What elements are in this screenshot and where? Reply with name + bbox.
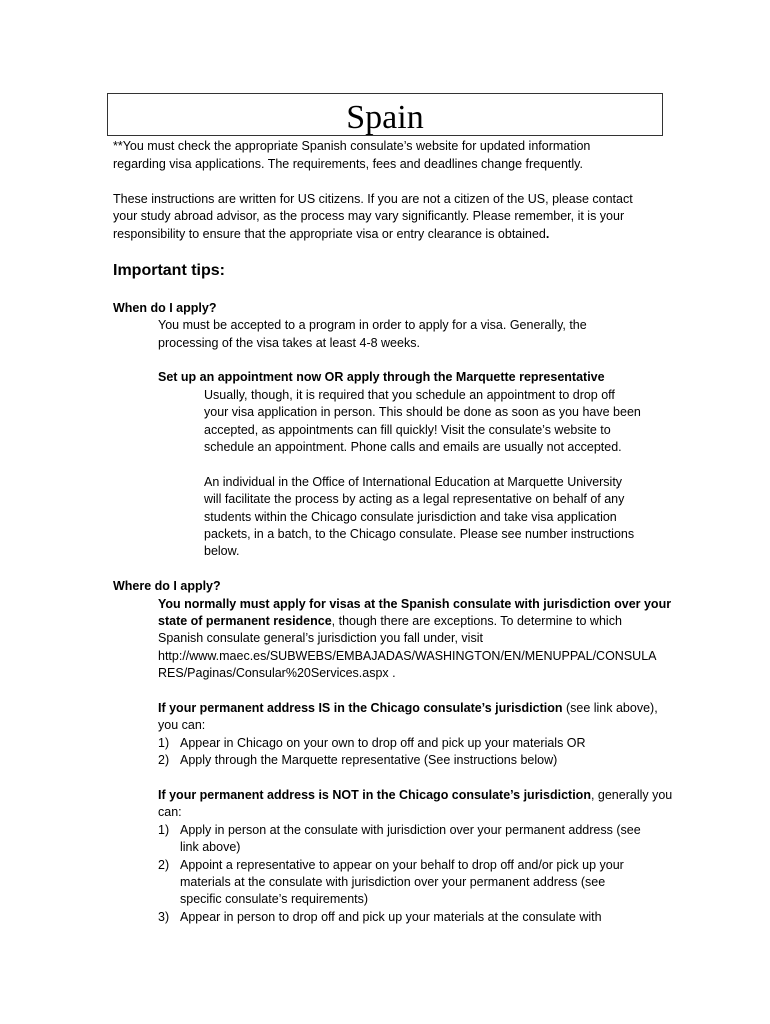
list-item bbox=[158, 909, 602, 926]
consulate-url-line-1[interactable]: http://www.maec.es/SUBWEBS/EMBAJADAS/WASHINGTON/EN/MENUPPAL/CONSULA bbox=[158, 649, 657, 663]
chicago-not-line-1 bbox=[158, 787, 672, 804]
list-item-continuation: link above) bbox=[180, 840, 241, 854]
list-number: 1) bbox=[158, 736, 170, 750]
appointment-p1-line: your visa application in person. This should be done as soon as you have been bbox=[204, 405, 641, 419]
chicago-is-line-2: you can: bbox=[158, 718, 206, 732]
list-item bbox=[158, 735, 586, 752]
list-item-text: Apply in person at the consulate with jurisdiction over your permanent address (see bbox=[180, 823, 641, 837]
when-heading: When do I apply? bbox=[113, 301, 217, 315]
list-item bbox=[158, 752, 557, 769]
list-item-continuation: specific consulate’s requirements) bbox=[180, 892, 369, 906]
list-item-text: Appoint a representative to appear on your behalf to drop off and/or pick up your bbox=[180, 858, 624, 872]
list-number: 2) bbox=[158, 753, 170, 767]
citizens-line-2: your study abroad advisor, as the process may vary significantly. Please remember, it is your bbox=[113, 209, 625, 223]
where-bold-line-1: You normally must apply for visas at the Spanish consulate with jurisdiction over your bbox=[158, 597, 672, 611]
citizens-line-3-period: . bbox=[545, 227, 550, 241]
page-title: Spain bbox=[346, 99, 424, 136]
list-number: 1) bbox=[158, 823, 170, 837]
citizens-line-3 bbox=[113, 226, 549, 243]
appointment-heading: Set up an appointment now OR apply through the Marquette representative bbox=[158, 370, 605, 384]
list-number: 3) bbox=[158, 910, 170, 924]
list-item bbox=[158, 857, 624, 874]
intro-line-1: **You must check the appropriate Spanish consulate’s website for updated information bbox=[113, 139, 591, 153]
chicago-is-bold: If your permanent address IS in the Chicago consulate’s jurisdiction bbox=[158, 701, 563, 715]
important-tips-heading: Important tips: bbox=[113, 262, 225, 279]
chicago-not-line-2: can: bbox=[158, 805, 182, 819]
chicago-not-bold: If your permanent address is NOT in the Chicago consulate’s jurisdiction bbox=[158, 788, 591, 802]
where-line-3: Spanish consulate general’s jurisdiction you fall under, visit bbox=[158, 631, 483, 645]
intro-line-2: regarding visa applications. The requirements, fees and deadlines change frequently. bbox=[113, 157, 583, 171]
when-line-2: processing of the visa takes at least 4-8 weeks. bbox=[158, 336, 420, 350]
list-item bbox=[158, 822, 641, 839]
appointment-p1-line: accepted, as appointments can fill quickly! Visit the consulate’s website to bbox=[204, 423, 611, 437]
appointment-p2-line: students within the Chicago consulate jurisdiction and take visa application bbox=[204, 510, 617, 524]
where-line-2-rest: , though there are exceptions. To determine to which bbox=[331, 614, 622, 628]
list-item-text: Apply through the Marquette representative (See instructions below) bbox=[180, 753, 558, 767]
where-line-2 bbox=[158, 613, 622, 630]
appointment-p2-line: packets, in a batch, to the Chicago consulate. Please see number instructions bbox=[204, 527, 635, 541]
where-bold-line-2: state of permanent residence bbox=[158, 614, 332, 628]
when-line-1: You must be accepted to a program in order to apply for a visa. Generally, the bbox=[158, 318, 587, 332]
list-item-text: Appear in Chicago on your own to drop off and pick up your materials OR bbox=[180, 736, 586, 750]
consulate-url-line-2[interactable]: RES/Paginas/Consular%20Services.aspx . bbox=[158, 666, 396, 680]
title-box bbox=[107, 93, 663, 136]
appointment-p2-line: An individual in the Office of International Education at Marquette University bbox=[204, 475, 623, 489]
list-item-text: Appear in person to drop off and pick up your materials at the consulate with bbox=[180, 910, 602, 924]
citizens-line-1: These instructions are written for US citizens. If you are not a citizen of the US, please contact bbox=[113, 192, 633, 206]
appointment-p2-line: will facilitate the process by acting as a legal representative on behalf of any bbox=[204, 492, 625, 506]
appointment-p1-line: schedule an appointment. Phone calls and emails are usually not accepted. bbox=[204, 440, 622, 454]
chicago-is-line-1 bbox=[158, 700, 658, 717]
where-heading: Where do I apply? bbox=[113, 579, 221, 593]
list-item-continuation: materials at the consulate with jurisdiction over your permanent address (see bbox=[180, 875, 606, 889]
appointment-p1-line: Usually, though, it is required that you schedule an appointment to drop off bbox=[204, 388, 615, 402]
list-number: 2) bbox=[158, 858, 170, 872]
chicago-is-rest: (see link above), bbox=[562, 701, 658, 715]
citizens-line-3-text: responsibility to ensure that the appropriate visa or entry clearance is obtained bbox=[113, 227, 546, 241]
chicago-not-rest: , generally you bbox=[590, 788, 673, 802]
appointment-p2-line: below. bbox=[204, 544, 240, 558]
